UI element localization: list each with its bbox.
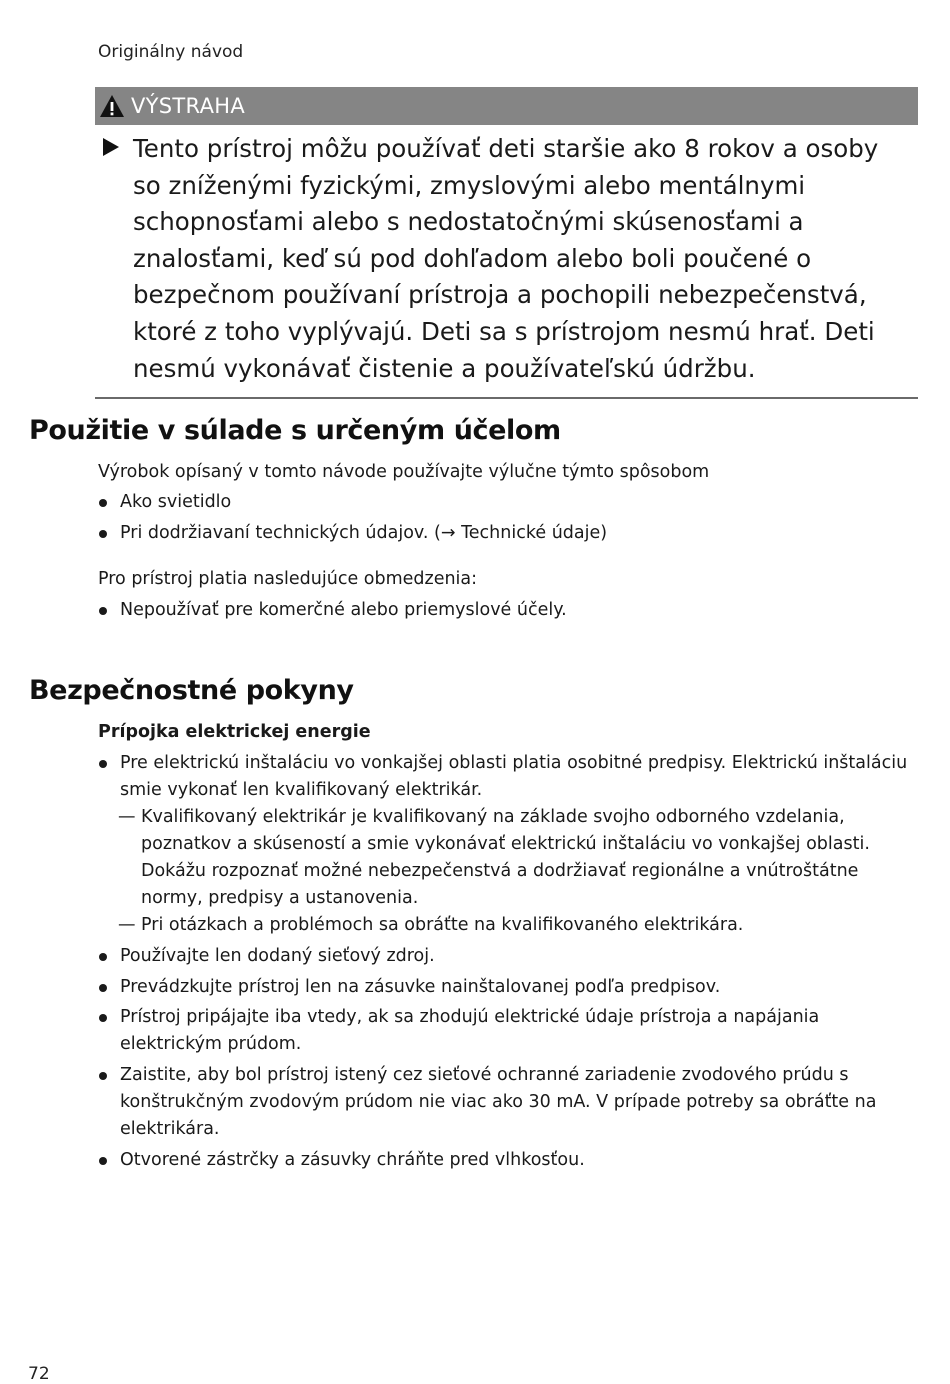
sub-list — [120, 804, 918, 939]
list-item: Nepoužívať pre komerčné alebo priemyslové účely. — [98, 597, 918, 624]
sub-list-item: — Kvalifikovaný elektrikár je kvalifikovaný na základe svojho odborného vzdelania, poznatkov a skúseností a smie vykonávať elektrickú inštaláciu vo vonkajšej oblasti. Dokážu rozpoznať možné nebezpečenstvá a dodržiavať regionálne a vnútroštátne normy, predpisy a ustanovenia. — [120, 804, 918, 912]
intended-use-list — [98, 489, 918, 551]
list-item: Prístroj pripájajte iba vtedy, ak sa zhodujú elektrické údaje prístroja a napájania elektrickým prúdom. — [98, 1004, 918, 1058]
restrictions-intro: Pro prístroj platia nasledujúce obmedzenia: — [98, 569, 478, 589]
list-item: Prevádzkujte prístroj len na zásuvke nainštalovanej podľa predpisov. — [98, 974, 918, 1001]
list-item — [98, 750, 918, 939]
list-item: Otvorené zástrčky a zásuvky chráňte pred vlhkosťou. — [98, 1147, 918, 1174]
warning-title: VÝSTRAHA — [131, 94, 246, 118]
list-item-text: Pre elektrickú inštaláciu vo vonkajšej oblasti platia osobitné predpisy. Elektrickú inštaláciu smie vykonať len kvalifikovaný elektrikár. — [120, 753, 908, 800]
warning-box — [95, 87, 918, 399]
section-title-intended-use: Použitie v súlade s určeným účelom — [29, 415, 561, 446]
triangle-right-icon — [95, 131, 133, 387]
list-item: Ako svietidlo — [98, 489, 918, 516]
safety-subtitle: Prípojka elektrickej energie — [98, 722, 371, 742]
warning-title-bar — [95, 87, 918, 125]
warning-body — [95, 125, 918, 399]
document-header: Originálny návod — [98, 42, 244, 62]
list-item: Používajte len dodaný sieťový zdroj. — [98, 943, 918, 970]
warning-text: Tento prístroj môžu používať deti staršie ako 8 rokov a osoby so zníženými fyzickými, zmyslovými alebo mentálnymi schopnosťami alebo s nedostatočnými skúsenosťami a znalosťami, keď sú pod dohľadom alebo boli poučené o bezpečnom používaní prístroja a pochopili nebezpečenstvá, ktoré z toho vyplývajú. Deti sa s prístrojom nesmú hrať. Deti nesmú vykonávať čistenie a používateľskú údržbu. — [133, 134, 879, 383]
safety-list — [98, 750, 918, 1178]
page-number: 72 — [28, 1364, 50, 1384]
intended-use-intro: Výrobok opísaný v tomto návode používajte výlučne týmto spôsobom — [98, 462, 710, 482]
list-item: Zaistite, aby bol prístroj istený cez sieťové ochranné zariadenie zvodového prúdu s konštrukčným zvodovým prúdom nie viac ako 30 mA. V prípade potreby sa obráťte na elektrikára. — [98, 1062, 918, 1143]
list-item: Pri dodržiavaní technických údajov. (→ Technické údaje) — [98, 520, 918, 547]
restrictions-list — [98, 597, 918, 628]
sub-list-item: — Pri otázkach a problémoch sa obráťte na kvalifikovaného elektrikára. — [120, 912, 918, 939]
warning-triangle-icon — [99, 94, 125, 118]
section-title-safety: Bezpečnostné pokyny — [29, 675, 354, 706]
